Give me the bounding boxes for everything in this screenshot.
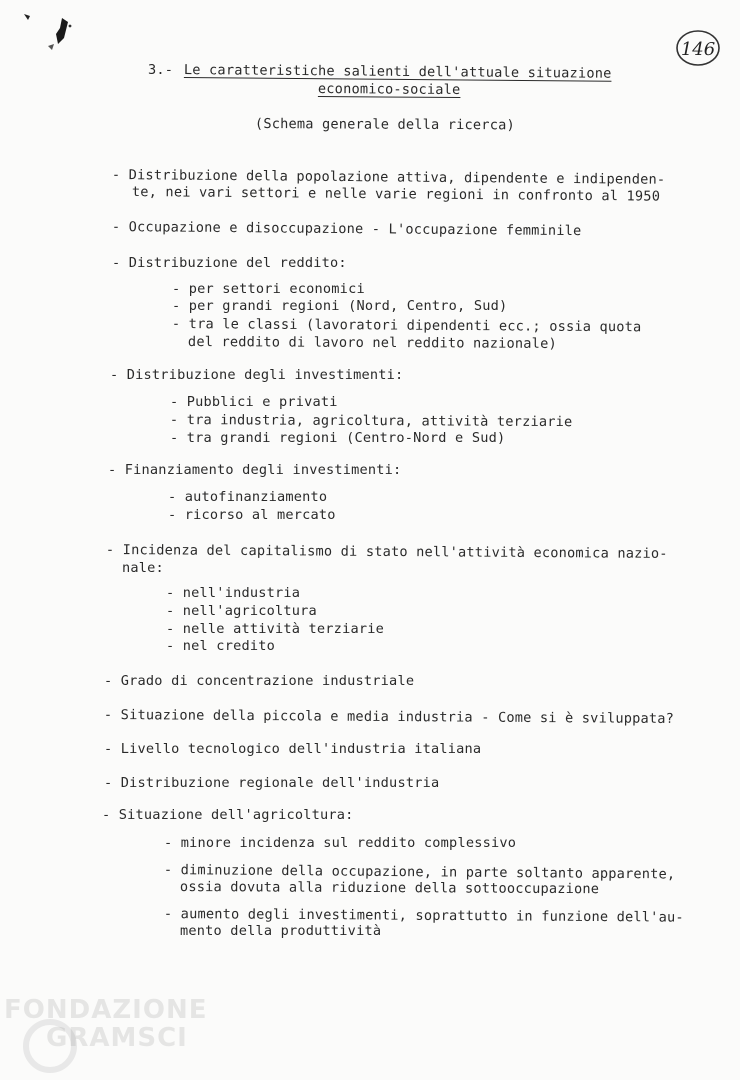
list-item-continuation: te, nei vari settori e nelle varie regioni in confronto al 1950 <box>131 184 661 205</box>
list-item: - Livello tecnologico dell'industria italiana <box>104 741 482 757</box>
sub-item: - tra le classi (lavoratori dipendenti ecc.; ossia quota <box>171 316 642 336</box>
sub-item: - diminuzione della occupazione, in parte soltanto apparente, <box>163 862 676 883</box>
section-number: 3.- <box>148 62 174 78</box>
sub-item: - tra grandi regioni (Centro-Nord e Sud) <box>170 430 506 446</box>
list-item: - Distribuzione degli investimenti: <box>110 367 404 383</box>
sub-item: - tra industria, agricoltura, attività terziarie <box>169 412 573 431</box>
sub-item: - nell'industria <box>166 585 301 601</box>
list-item-continuation: nale: <box>122 560 164 576</box>
watermark-line-1: FONDAZIONE <box>4 995 208 1025</box>
list-item: - Finanziamento degli investimenti: <box>108 462 402 478</box>
sub-item-continuation: del reddito di lavoro nel reddito nazionale) <box>187 334 557 352</box>
title-line-2: economico-sociale <box>317 81 461 98</box>
sub-item: - aumento degli investimenti, soprattutto in funzione dell'au- <box>163 906 684 926</box>
list-item: - Situazione della piccola e media industria - Come si è sviluppata? <box>103 707 675 727</box>
archive-watermark <box>2 990 208 1076</box>
list-item: - Grado di concentrazione industriale <box>104 673 415 689</box>
list-item: - Situazione dell'agricoltura: <box>102 807 354 823</box>
sub-item: - minore incidenza sul reddito complessivo <box>164 835 517 851</box>
page-number: 146 <box>680 39 716 60</box>
list-item: - Occupazione e disoccupazione - L'occupazione femminile <box>111 219 582 240</box>
list-item: - Distribuzione della popolazione attiva, dipendente e indipenden- <box>111 167 666 188</box>
corner-ink-mark <box>18 4 78 54</box>
sub-item: - Pubblici e privati <box>170 394 338 410</box>
sub-item-continuation: ossia dovuta alla riduzione della sottooccupazione <box>179 879 600 898</box>
sub-item: - per settori economici <box>172 281 365 297</box>
title-line-1: Le caratteristiche salienti dell'attuale situazione <box>183 62 612 82</box>
subtitle: (Schema generale della ricerca) <box>254 116 515 134</box>
list-item: - Incidenza del capitalismo di stato nell'attività economica nazio- <box>105 542 668 562</box>
page-number-stamp <box>674 28 722 68</box>
sub-item: - ricorso al mercato <box>168 507 336 523</box>
sub-item: - nell'agricoltura <box>166 603 317 619</box>
sub-item: - per grandi regioni (Nord, Centro, Sud) <box>172 298 508 314</box>
watermark-line-2: GRAMSCI <box>46 1023 188 1053</box>
sub-item: - nel credito <box>166 638 275 654</box>
sub-item: - autofinanziamento <box>168 489 328 505</box>
sub-item-continuation: mento della produttività <box>180 923 382 939</box>
list-item: - Distribuzione del reddito: <box>112 255 347 271</box>
list-item: - Distribuzione regionale dell'industria <box>104 775 440 791</box>
sub-item: - nelle attività terziarie <box>166 621 384 637</box>
